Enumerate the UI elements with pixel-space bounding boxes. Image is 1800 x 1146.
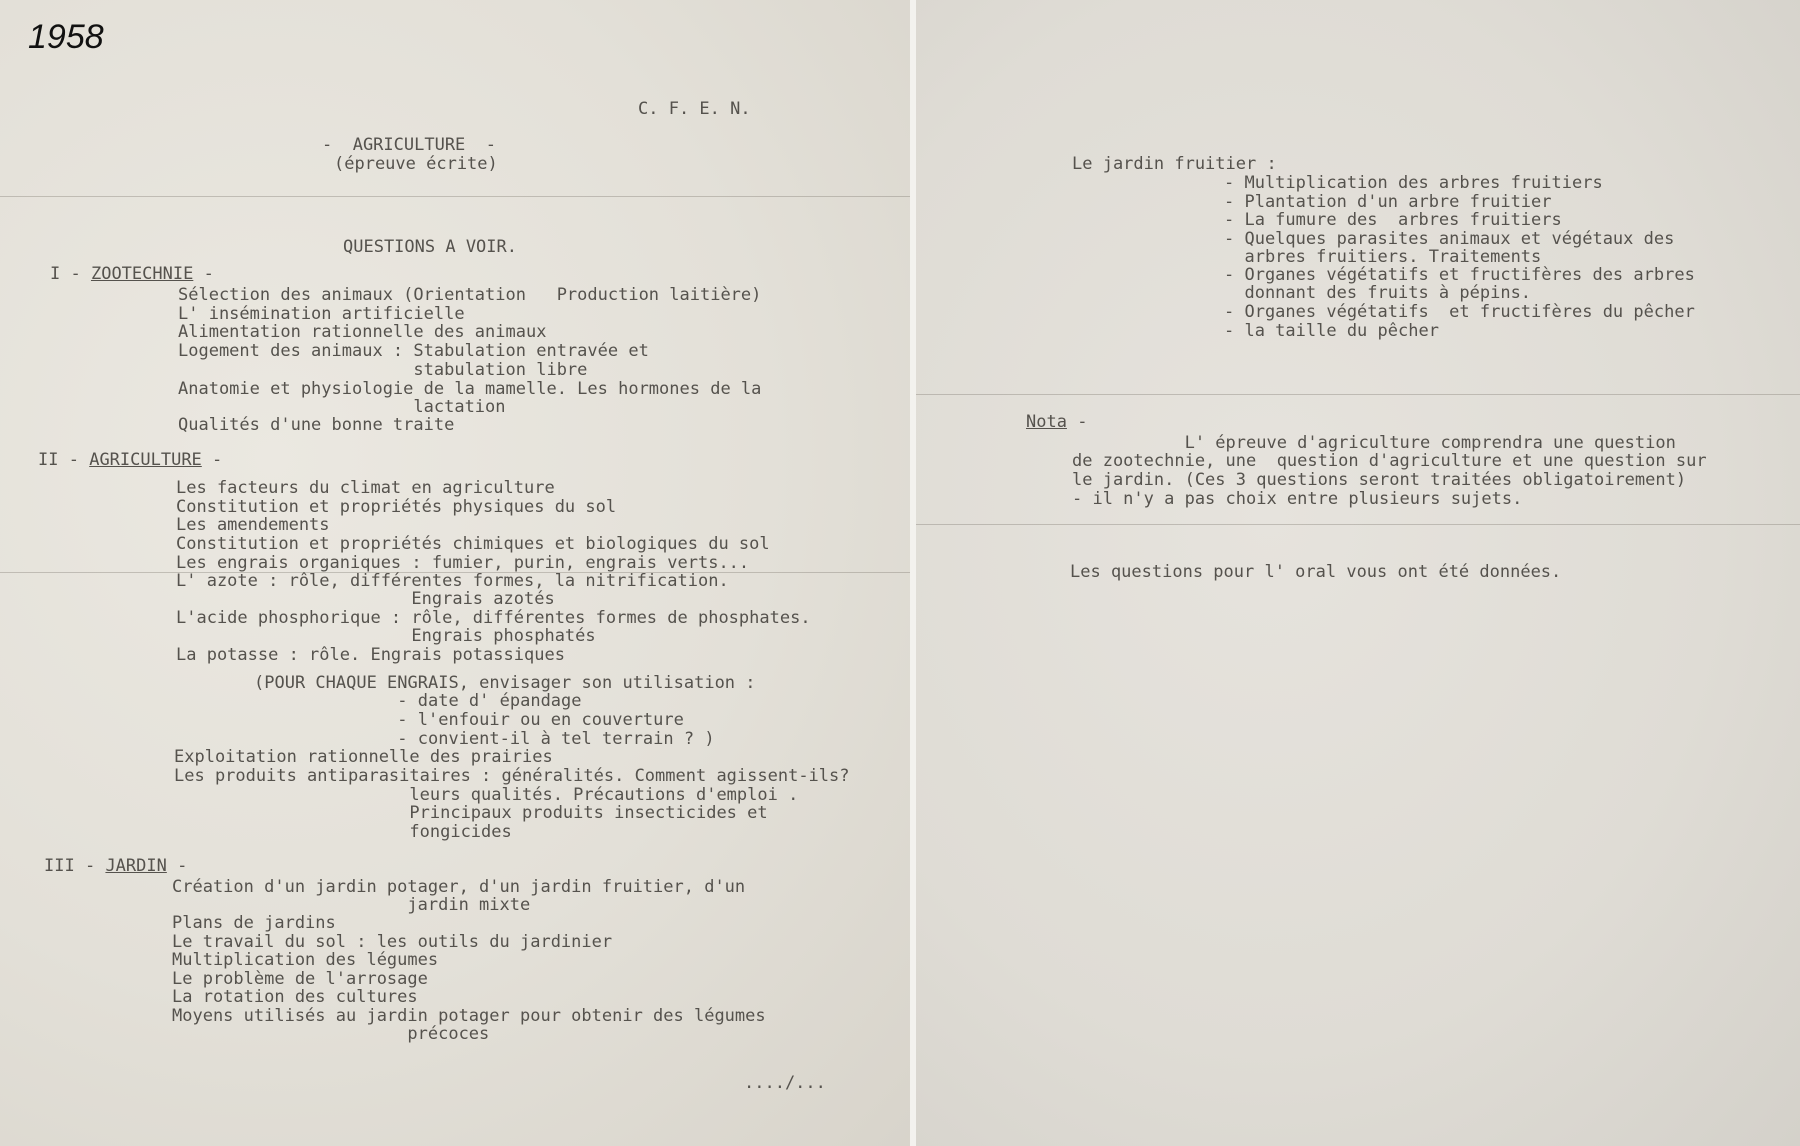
list-item: lactation — [178, 397, 506, 417]
section-zootechnie-heading — [50, 265, 214, 284]
section-dash: - — [203, 264, 214, 284]
list-item: Les produits antiparasitaires : généralités. Comment agissent-ils? — [174, 766, 850, 786]
exam-subtitle: (épreuve écrite) — [334, 154, 498, 174]
list-item: Exploitation rationnelle des prairies — [174, 747, 553, 767]
list-item: Anatomie et physiologie de la mamelle. Les hormones de la — [178, 379, 762, 399]
list-item: leurs qualités. Précautions d'emploi . — [174, 785, 799, 805]
continued-mark: ..../... — [744, 1073, 826, 1093]
nota-line: - il n'y a pas choix entre plusieurs sujets. — [1072, 489, 1523, 509]
nota-line: de zootechnie, une question d'agriculture et une question sur — [1072, 451, 1707, 471]
fertilizer-note: - convient-il à tel terrain ? ) — [254, 729, 715, 749]
list-item: Engrais phosphatés — [176, 626, 596, 646]
fertilizer-note: (POUR CHAQUE ENGRAIS, envisager son utilisation : — [254, 673, 756, 693]
nota-label: Nota — [1026, 412, 1067, 432]
list-item: Constitution et propriétés physiques du sol — [176, 497, 617, 517]
list-item: Multiplication des légumes — [172, 950, 439, 970]
list-item: Création d'un jardin potager, d'un jardin fruitier, d'un — [172, 877, 746, 897]
list-item: La potasse : rôle. Engrais potassiques — [176, 645, 565, 665]
section-dash: - — [177, 856, 188, 876]
section-dash: - — [212, 450, 223, 470]
section-number: III - — [44, 856, 96, 876]
section-agriculture-heading — [38, 451, 222, 470]
list-item: Qualités d'une bonne traite — [178, 415, 455, 435]
list-item: précoces — [172, 1024, 490, 1044]
list-item: L' insémination artificielle — [178, 304, 465, 324]
list-item: Engrais azotés — [176, 589, 555, 609]
list-item: Le problème de l'arrosage — [172, 969, 428, 989]
list-item: Le travail du sol : les outils du jardinier — [172, 932, 613, 952]
nota-line: le jardin. (Ces 3 questions seront traitées obligatoirement) — [1072, 470, 1687, 490]
fertilizer-note: - l'enfouir ou en couverture — [254, 710, 684, 730]
section-title: AGRICULTURE — [89, 450, 202, 470]
list-item: La rotation des cultures — [172, 987, 418, 1007]
list-item: stabulation libre — [178, 360, 588, 380]
questions-title: QUESTIONS A VOIR. — [343, 237, 517, 257]
garden-item: - Organes végétatifs et fructifères du pêcher — [1224, 302, 1695, 322]
list-item: Les engrais organiques : fumier, purin, engrais verts... — [176, 553, 750, 573]
section-title: ZOOTECHNIE — [90, 264, 194, 284]
list-item: Principaux produits insecticides et — [174, 803, 768, 823]
list-item: jardin mixte — [172, 895, 531, 915]
garden-title: Le jardin fruitier : — [1072, 154, 1277, 174]
header-code: C. F. E. N. — [638, 99, 751, 119]
list-item: Les facteurs du climat en agriculture — [176, 478, 555, 498]
list-item: fongicides — [174, 822, 512, 842]
nota-dash: - — [1077, 412, 1088, 432]
garden-item: - Plantation d'un arbre fruitier — [1224, 192, 1552, 212]
list-item: Constitution et propriétés chimiques et biologiques du sol — [176, 534, 770, 554]
year-label: 1958 — [28, 18, 104, 56]
garden-item: donnant des fruits à pépins. — [1224, 283, 1532, 303]
section-jardin-heading — [44, 857, 187, 876]
list-item: Moyens utilisés au jardin potager pour obtenir des légumes — [172, 1006, 766, 1026]
section-number: II - — [38, 450, 79, 470]
garden-item: arbres fruitiers. Traitements — [1224, 247, 1542, 267]
section-number: I - — [50, 264, 81, 284]
garden-item: - Organes végétatifs et fructifères des arbres — [1224, 265, 1695, 285]
right-page — [916, 0, 1800, 1146]
nota-line: L' épreuve d'agriculture comprendra une question — [1072, 433, 1676, 453]
list-item: Alimentation rationnelle des animaux — [178, 322, 547, 342]
exam-title: - AGRICULTURE - — [322, 135, 496, 155]
fold-line — [916, 524, 1800, 525]
garden-item: - Quelques parasites animaux et végétaux des — [1224, 229, 1675, 249]
list-item: Sélection des animaux (Orientation Production laitière) — [178, 285, 762, 305]
list-item: Les amendements — [176, 515, 330, 535]
fold-line — [0, 196, 910, 197]
list-item: Logement des animaux : Stabulation entravée et — [178, 341, 649, 361]
nota-heading — [1026, 413, 1087, 432]
list-item: L'acide phosphorique : rôle, différentes formes de phosphates. — [176, 608, 811, 628]
section-title: JARDIN — [105, 856, 167, 876]
list-item: Plans de jardins — [172, 913, 336, 933]
list-item: L' azote : rôle, différentes formes, la nitrification. — [176, 571, 729, 591]
garden-item: - la taille du pêcher — [1224, 321, 1439, 341]
fold-line — [916, 394, 1800, 395]
oral-note: Les questions pour l' oral vous ont été données. — [1070, 562, 1562, 582]
garden-item: - La fumure des arbres fruitiers — [1224, 210, 1562, 230]
fertilizer-note: - date d' épandage — [254, 691, 582, 711]
garden-item: - Multiplication des arbres fruitiers — [1224, 173, 1603, 193]
